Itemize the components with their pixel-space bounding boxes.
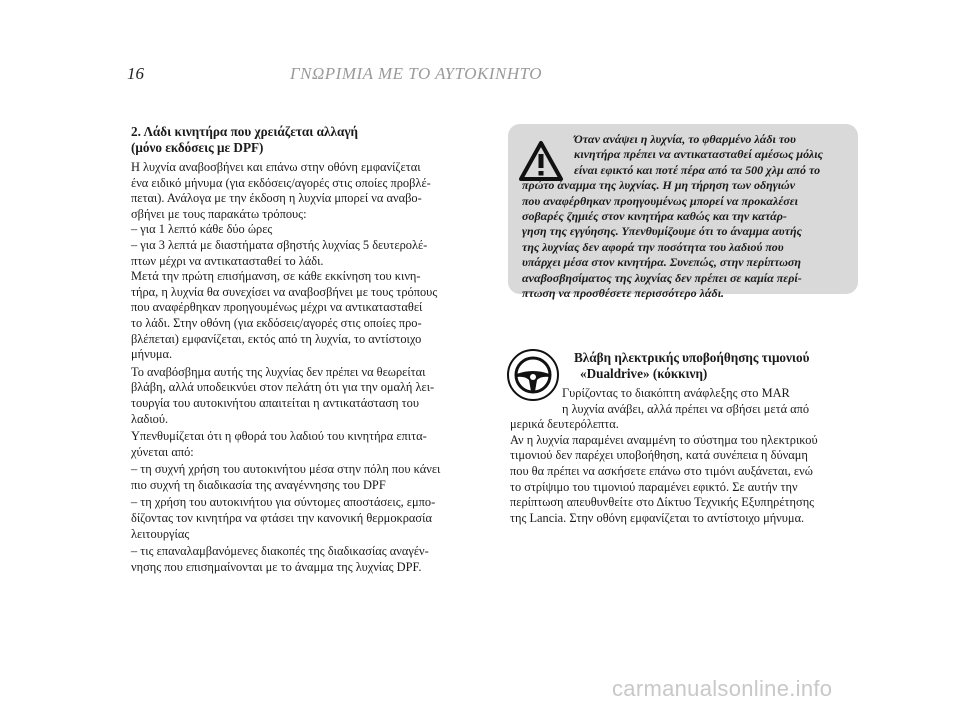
warning-line: γηση της εγγύησης. Υπενθυμίζουμε ότι το άναμμα αυτής (522, 224, 802, 239)
paragraph (131, 495, 487, 542)
text-line: λαδιού. (131, 411, 169, 426)
warning-box (508, 124, 858, 301)
text-line: Αν η λυχνία παραμένει αναμμένη το σύστημα του ηλεκτρικού (510, 432, 818, 447)
watermark: carmanualsonline.info (612, 676, 833, 701)
text-line: της Lancia. Στην οθόνη εμφανίζεται το αντίστοιχο μήνυμα. (510, 510, 805, 525)
text-line: που αναφέρθηκαν προηγουμένως μέχρι να αντικατασταθεί (131, 300, 423, 315)
heading-line: «Dualdrive» (κόκκινη) (580, 366, 708, 381)
text-line: Υπενθυμίζεται ότι η φθορά του λαδιού του κινητήρα επιτα- (131, 429, 427, 444)
text-line: πτων μέχρι να αντικατασταθεί το λάδι. (131, 253, 324, 268)
warning-line: υπάρχει μέσα στον κινητήρα. Συνεπώς, στην περίπτωση (522, 255, 801, 270)
text-line: – τις επαναλαμβανόμενες διακοπές της διαδικασίας αναγέν- (131, 544, 429, 559)
paragraph (510, 417, 860, 526)
text-line: τιμονιού δεν παρέχει υποβοήθηση, κατά συνέπεια η δύναμη (510, 448, 808, 463)
text-line: το στρίψιμο του τιμονιού παραμένει εφικτό. Σε αυτήν την (510, 479, 798, 494)
text-line: βλάβη, αλλά υποδεικνύει στον πελάτη ότι για την ομαλή λει- (131, 380, 435, 395)
text-line: – τη χρήση του αυτοκινήτου για σύντομες αποστάσεις, εμπο- (131, 495, 436, 510)
oil-change-section (131, 124, 487, 577)
warning-line: της λυχνίας δεν αφορά την ποσότητα του λαδιού που (522, 239, 784, 254)
text-line: Η λυχνία αναβοσβήνει και επάνω στην οθόνη εμφανίζεται (131, 160, 421, 174)
warning-line: είναι εφικτό και ποτέ πέρα από τα 500 χλμ από το (574, 162, 821, 177)
page-number: 16 (127, 64, 144, 83)
paragraph (131, 160, 487, 363)
text-line: πεται). Ανάλογα με την έκδοση η λυχνία μπορεί να αναβο- (131, 191, 422, 206)
text-line: σβήνει με τους παρακάτω τρόπους: (131, 206, 307, 221)
text-line: τήρα, η λυχνία θα συνεχίσει να αναβοσβήνει με τους τρόπους (131, 284, 438, 299)
text-line: χύνεται από: (131, 444, 194, 459)
text-line: το λάδι. Στην οθόνη (για εκδόσεις/αγορές στις οποίες προ- (131, 315, 422, 330)
text-line: δίζοντας τον κινητήρα να φτάσει την κανονική θερμοκρασία (131, 511, 432, 526)
text-line: μήνυμα. (131, 347, 173, 362)
text-line: ένα ειδικό μήνυμα (για εκδόσεις/αγορές στις οποίες προβλέ- (131, 175, 431, 190)
text-line: – τη συχνή χρήση του αυτοκινήτου μέσα στην πόλη που κάνει (131, 462, 441, 477)
text-line: λειτουργίας (131, 526, 190, 541)
text-line: πιο συχνή τη διαδικασία της αναγέννησης του DPF (131, 477, 386, 492)
heading-line: (μόνο εκδόσεις με DPF) (131, 140, 264, 155)
warning-line: πτωση να προσθέσετε περισσότερο λάδι. (522, 286, 725, 301)
text-line: τουργία του αυτοκινήτου απαιτείται η αντικατάσταση του (131, 395, 419, 410)
text-line: η λυχνία ανάβει, αλλά πρέπει να σβήσει μετά από (562, 401, 810, 416)
warning-line: αναβοσβησίματος της λυχνίας δεν πρέπει σε καμία περί- (522, 270, 802, 285)
text-line: – για 3 λεπτά με διαστήματα σβηστής λυχνίας 5 δευτερολέ- (131, 237, 428, 252)
running-title: ΓΝΩΡΙΜΙΑ ΜΕ ΤΟ ΑΥΤΟΚΙΝΗΤΟ (290, 64, 543, 83)
text-line: που θα πρέπει να ασκήσετε επάνω στο τιμόνι αυξάνεται, ενώ (510, 463, 813, 478)
paragraph (131, 429, 487, 460)
paragraph (131, 462, 487, 493)
text-line: περίπτωση απευθυνθείτε στο Δίκτυο Τεχνικής Εξυπηρέτησης (510, 495, 815, 510)
paragraph (131, 544, 487, 575)
text-line: – για 1 λεπτό κάθε δύο ώρες (131, 222, 273, 237)
section-heading (131, 124, 487, 156)
paragraph (131, 365, 487, 427)
warning-line: που αναφέρθηκαν προηγουμένως μπορεί να προκαλέσει (522, 193, 798, 208)
warning-text (522, 132, 852, 301)
warning-line: Όταν ανάψει η λυχνία, το φθαρμένο λάδι του (574, 132, 796, 146)
text-line: Μετά την πρώτη επισήμανση, σε κάθε εκκίνηση του κινη- (131, 269, 421, 284)
warning-line: κινητήρα πρέπει να αντικατασταθεί αμέσως μόλις (574, 147, 823, 162)
heading-line: 2. Λάδι κινητήρα που χρειάζεται αλλαγή (131, 124, 359, 139)
text-line: βλέπεται) εμφανίζεται, εκτός από τη λυχνία, το αντίστοιχο (131, 331, 422, 346)
section-heading (510, 350, 860, 382)
text-line: Το αναβόσβημα αυτής της λυχνίας δεν πρέπει να θεωρείται (131, 364, 426, 379)
indented-paragraph (510, 386, 860, 417)
text-line: νησης που επισημαίνονται με το άναμμα της λυχνίας DPF. (131, 559, 422, 574)
text-line: Γυρίζοντας το διακόπτη ανάφλεξης στο MAR (562, 386, 790, 400)
warning-line: σοβαρές ζημιές στον κινητήρα καθώς και την κατάρ- (522, 209, 787, 224)
text-line: μερικά δευτερόλεπτα. (510, 417, 619, 432)
steering-section (510, 350, 860, 526)
warning-line: πρώτο άναμμα της λυχνίας. Η μη τήρηση των οδηγιών (522, 178, 796, 193)
heading-line: Βλάβη ηλεκτρικής υποβοήθησης τιμονιού (574, 350, 810, 365)
